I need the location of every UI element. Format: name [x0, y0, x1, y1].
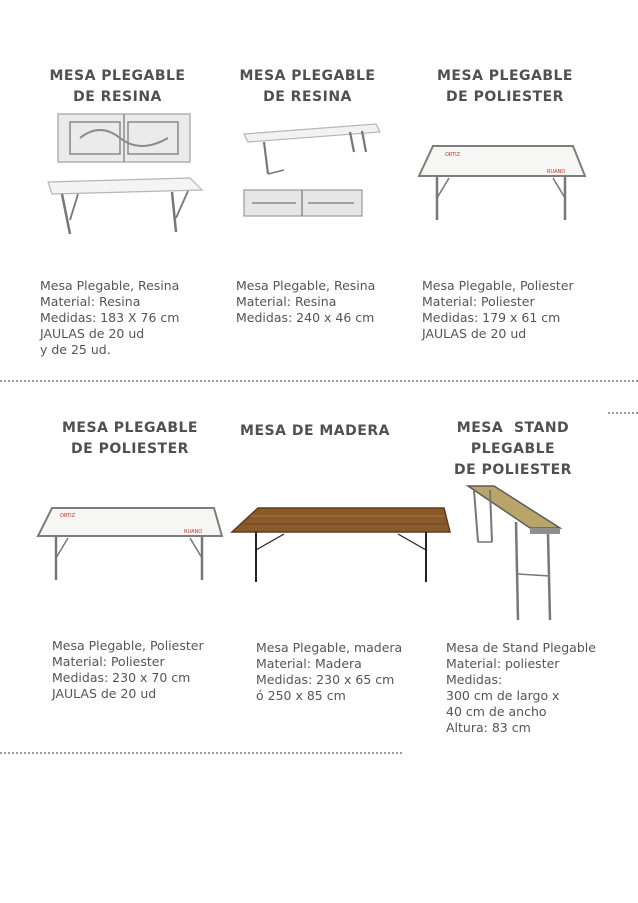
product-5-desc-line-2: Material: Madera	[256, 656, 362, 671]
separator-line-short	[608, 412, 638, 414]
product-1-desc-line-1: Mesa Plegable, Resina	[40, 278, 180, 293]
product-3-desc-line-4: JAULAS de 20 ud	[422, 326, 527, 341]
product-4-desc-line-3: Medidas: 230 x 70 cm	[52, 670, 191, 685]
product-1-title-line-2: DE RESINA	[73, 89, 162, 105]
product-6-desc-line-3: Medidas:	[446, 672, 503, 687]
product-2-title-line-1: MESA PLEGABLE	[239, 68, 376, 84]
product-4-desc-line-2: Material: Poliester	[52, 654, 165, 669]
product-1-description	[40, 278, 179, 358]
product-5-image	[230, 506, 452, 584]
product-1-desc-line-5: y de 25 ud.	[40, 342, 111, 357]
product-6-desc-line-6: Altura: 83 cm	[446, 720, 531, 735]
product-6-desc-line-5: 40 cm de ancho	[446, 704, 547, 719]
product-5-title	[240, 421, 390, 442]
product-5-desc-line-3: Medidas: 230 x 65 cm	[256, 672, 395, 687]
product-6-desc-line-2: Material: poliester	[446, 656, 560, 671]
product-1-image	[40, 108, 205, 238]
product-4-brand: RUANO	[184, 529, 203, 535]
product-3-title-line-1: MESA PLEGABLE	[436, 68, 573, 84]
product-2-title	[220, 66, 395, 108]
product-3-desc-line-2: Material: Poliester	[422, 294, 535, 309]
product-2-image	[238, 118, 383, 220]
product-4-desc-line-1: Mesa Plegable, Poliester	[52, 638, 204, 653]
product-2-desc-line-1: Mesa Plegable, Resina	[236, 278, 376, 293]
product-6-image	[464, 484, 564, 624]
product-1-title-line-1: MESA PLEGABLE	[49, 68, 186, 84]
product-4-desc-line-4: JAULAS de 20 ud	[52, 686, 157, 701]
product-6-title	[440, 418, 586, 481]
product-1-desc-line-4: JAULAS de 20 ud	[40, 326, 145, 341]
product-2-description	[236, 278, 375, 326]
product-3-desc-line-3: Medidas: 179 x 61 cm	[422, 310, 561, 325]
product-6-title-line-2: PLEGABLE	[470, 441, 556, 457]
product-6-title-line-1: MESA STAND	[456, 420, 570, 436]
separator-line-2	[0, 752, 402, 754]
product-6-description	[446, 640, 596, 736]
product-5-desc-line-4: ó 250 x 85 cm	[256, 688, 346, 703]
product-4-title-line-1: MESA PLEGABLE	[61, 420, 198, 436]
product-4-brand-alt: ORTIZ	[60, 513, 75, 519]
separator-line-1	[0, 380, 638, 382]
product-6-desc-line-1: Mesa de Stand Plegable	[446, 640, 596, 655]
product-3-title-line-2: DE POLIESTER	[446, 89, 564, 105]
product-6-desc-line-4: 300 cm de largo x	[446, 688, 560, 703]
product-1-desc-line-2: Material: Resina	[40, 294, 141, 309]
product-5-desc-line-1: Mesa Plegable, madera	[256, 640, 403, 655]
product-3-brand-alt: ORTIZ	[445, 152, 460, 158]
product-1-desc-line-3: Medidas: 183 X 76 cm	[40, 310, 180, 325]
product-3-desc-line-1: Mesa Plegable, Poliester	[422, 278, 574, 293]
product-6-title-line-3: DE POLIESTER	[454, 462, 572, 478]
product-1-title	[30, 66, 205, 108]
product-4-description	[52, 638, 204, 702]
product-2-title-line-2: DE RESINA	[263, 89, 352, 105]
product-4-title-line-2: DE POLIESTER	[71, 441, 189, 457]
product-5-title-line-1: MESA DE MADERA	[240, 423, 390, 439]
product-3-image	[415, 142, 587, 224]
product-3-description	[422, 278, 574, 342]
product-4-title	[40, 418, 220, 460]
product-3-title	[415, 66, 595, 108]
product-5-description	[256, 640, 402, 704]
product-2-desc-line-3: Medidas: 240 x 46 cm	[236, 310, 375, 325]
product-4-image	[34, 504, 224, 584]
product-3-brand: RUANO	[547, 169, 566, 175]
product-2-desc-line-2: Material: Resina	[236, 294, 337, 309]
